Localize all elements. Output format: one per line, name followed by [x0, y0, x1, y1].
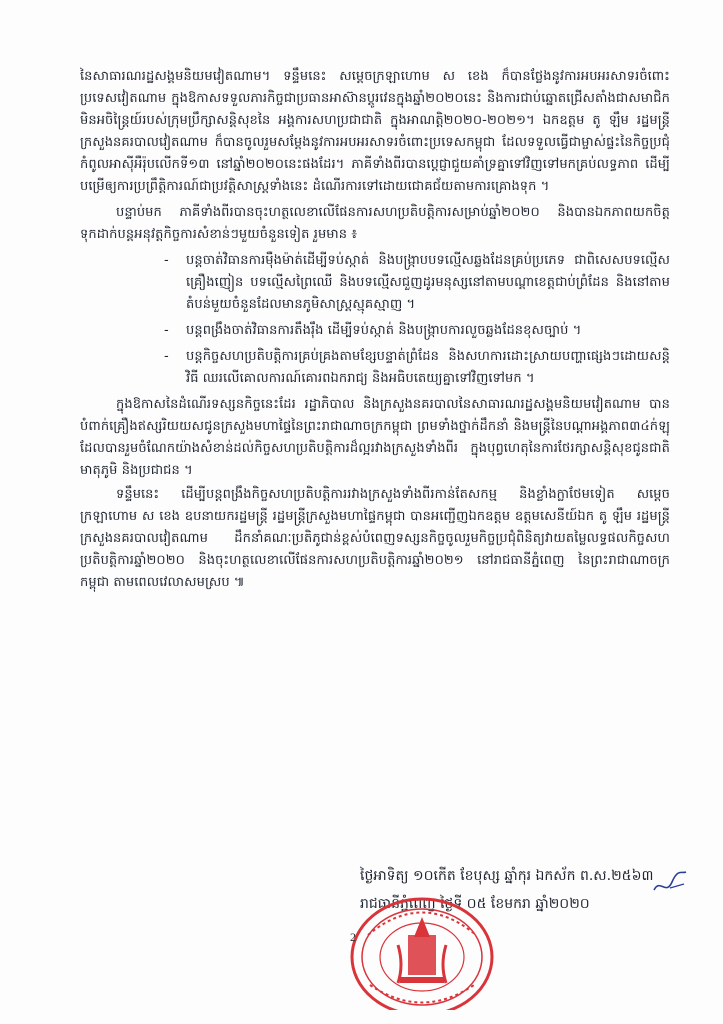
solar-date: រាជធានីភ្នំពេញ ថ្ងៃទី ០៥ ខែមករា ឆ្នាំ២០២០ — [360, 896, 590, 912]
page-number: 2 — [350, 930, 356, 944]
bullet-dash-icon: - — [164, 349, 169, 364]
bullet-list — [80, 250, 670, 390]
paragraph-3: ក្នុងឱកាសនៃដំណើរទស្សនកិច្ចនេះដែរ រដ្ឋាភិបាល និងក្រសួងនគរបាលនៃសាធារណរដ្ឋសង្គមនិយមវៀតណាម បានបំពាក់គ្រឿងឥស្សរិយយសជូនក្រសួងមហាផ្ទៃនៃព្រះរាជាណាចក្រកម្ពុជា ព្រមទាំងថ្នាក់ដឹកនាំ និងមន្ត្រីនៃបណ្ដាអង្គភាព៣៤ក់ឡុ ដែលបានរួមចំណែកយ៉ាងសំខាន់ដល់កិច្ចសហប្រតិបត្តិការដ៏ល្អរវាងក្រសួងទាំងពីរ ក្នុងបុព្វហេតុនៃការថែរក្សាសន្តិសុខជូនជាតិមាតុភូមិ និងប្រជាជន ។ — [80, 397, 670, 478]
official-seal-icon — [348, 895, 496, 1010]
bullet-dash-icon: - — [164, 253, 169, 268]
bullet-dash-icon: - — [164, 323, 169, 338]
paragraph-1: នៃសាធារណរដ្ឋសង្គមនិយមវៀតណាម។ ទន្ទឹមនេះ សម្ដេចក្រឡាហោម ស ខេង ក៏បានថ្លែងនូវការអបអរសាទរចំពោះប្រទេសវៀតណាម ក្នុងឱកាសទទួលភារកិច្ចជាប្រធានអាស៊ានប្ដូរវេនក្នុងឆ្នាំ២០២០នេះ និងការជាប់ឆ្នោតជ្រើសតាំងជាសមាជិកមិនអចិន្ត្រៃយ៍របស់ក្រុមប្រឹក្សាសន្តិសុខនៃ អង្គការសហប្រជាជាតិ ក្នុងអាណត្តិ២០២០-២០២១។ ឯកឧត្តម តូ ឡឹម រដ្ឋមន្ត្រីក្រសួងនគរបាលវៀតណាម ក៏បានចូលរួមសម្ដែងនូវការអបអរសាទរចំពោះប្រទេសកម្ពុជា ដែលទទួលធ្វើជាម្ចាស់ផ្ទះនៃកិច្ចប្រជុំកំពូលអាស៊ីអឺរ៉ុបលើកទី១៣ នៅឆ្នាំ២០២០នេះផងដែរ។ ភាគីទាំងពីរបានប្ដេជ្ញាជួយគាំទ្រគ្នាទៅវិញទៅមកគ្រប់លទ្ធភាព ដើម្បីបម្រើឲ្យការប្រព្រឹត្តិការណ៍ជាប្រវត្តិសាស្ត្រទាំងនេះ ដំណើរការទៅដោយជោគជ័យតាមការគ្រោងទុក ។ — [80, 69, 670, 194]
lunar-date: ថ្ងៃអាទិត្យ ១០កើត ខែបុស្ស ឆ្នាំកុរ ឯកស័ក ព.ស.២៥៦៣ — [360, 868, 654, 884]
bullet-text: បន្តកិច្ចសហប្រតិបត្តិការគ្រប់គ្រងតាមខ្សែបន្ទាត់ព្រំដែន និងសហការដោះស្រាយបញ្ហាផ្សេងៗដោយសន្តិវិធី ឈរលើគោលការណ៍គោរពឯករាជ្យ និងអធិបតេយ្យគ្នាទៅវិញទៅមក ។ — [186, 349, 670, 386]
signature-icon — [650, 868, 690, 898]
document-body — [80, 66, 670, 596]
bullet-item — [80, 320, 670, 342]
bullet-item — [80, 346, 670, 390]
bullet-item — [80, 250, 670, 316]
paragraph-2: បន្ទាប់មក ភាគីទាំងពីរបានចុះហត្ថលេខាលើផែនការសហប្រតិបត្តិការសម្រាប់ឆ្នាំ២០២០ និងបានឯកភាពយកចិត្តទុកដាក់បន្តអនុវត្តកិច្ចការសំខាន់ៗមួយចំនួនទៀត រួមមាន ៖ — [80, 205, 670, 242]
paragraph-4: ទន្ទឹមនេះ ដើម្បីបន្តពង្រឹងកិច្ចសហប្រតិបត្តិការរវាងក្រសួងទាំងពីរកាន់តែសកម្ម និងខ្លាំងក្លាថែមទៀត សម្ដេចក្រឡាហោម ស ខេង ឧបនាយករដ្ឋមន្ត្រី រដ្ឋមន្ត្រីក្រសួងមហាផ្ទៃកម្ពុជា បានអញ្ជើញឯកឧត្តម ឧត្តមសេនីយ៍ឯក តូ ឡឹម រដ្ឋមន្ត្រីក្រសួងនគរបាលវៀតណាម ដឹកនាំគណៈប្រតិភូជាន់ខ្ពស់បំពេញទស្សនកិច្ចចូលរួមកិច្ចប្រជុំពិនិត្យវាយតម្លៃលទ្ធផលកិច្ចសហប្រតិបត្តិការឆ្នាំ២០២០ និងចុះហត្ថលេខាលើផែនការសហប្រតិបត្តិការឆ្នាំ២០២១ នៅរាជធានីភ្នំពេញ នៃព្រះរាជាណាចក្រកម្ពុជា តាមពេលវេលាសមស្រប ៕ — [80, 487, 670, 590]
bullet-text: បន្តចាត់វិធានការម៉ឺងម៉ាត់ដើម្បីទប់ស្កាត់ និងបង្ក្រាបបទល្មើសឆ្លងដែនគ្រប់ប្រភេទ ជាពិសេសបទល្មើសគ្រឿងញៀន បទល្មើសព្រៃឈើ និងបទល្មើសជួញដូរមនុស្សនៅតាមបណ្ដាខេត្តជាប់ព្រំដែន និងនៅតាមតំបន់មួយចំនួនដែលមានភូមិសាស្ត្រស្មុគស្មាញ ។ — [186, 253, 670, 312]
bullet-text: បន្តពង្រឹងចាត់វិធានការតឹងរ៉ឹង ដើម្បីទប់ស្កាត់ និងបង្ក្រាបការលួចឆ្លងដែនខុសច្បាប់ ។ — [186, 323, 582, 338]
